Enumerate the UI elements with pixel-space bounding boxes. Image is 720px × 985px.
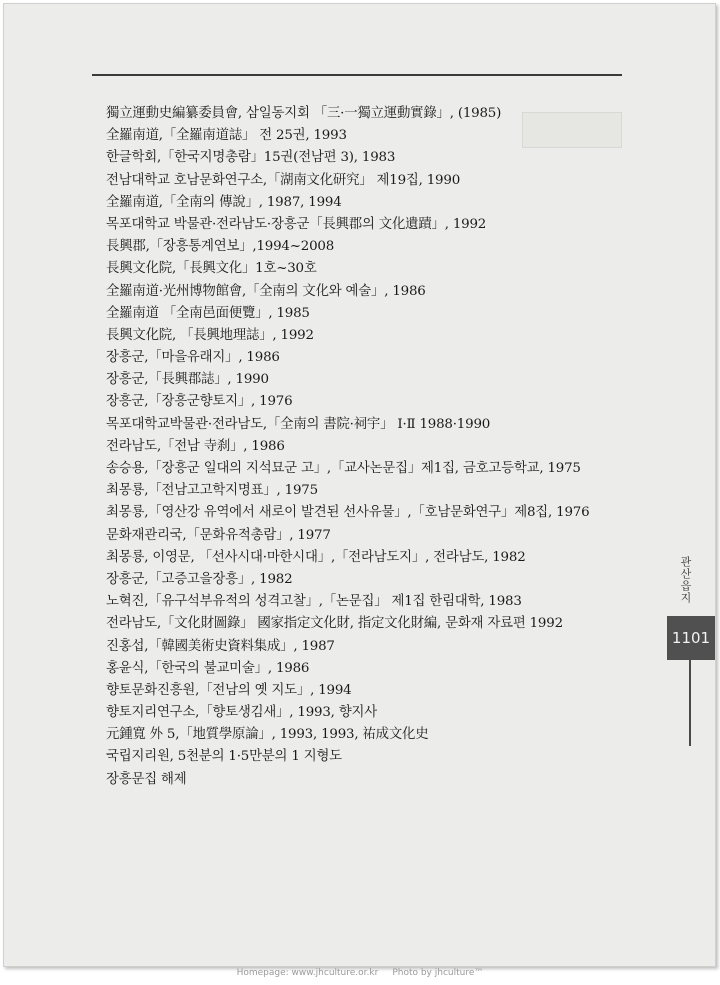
bibliography-entry: 진홍섭,「韓國美術史資料集成」, 1987 bbox=[106, 638, 335, 654]
bibliography-entry: 목포대학교 박물관·전라남도·장흥군「長興郡의 文化遺蹟」, 1992 bbox=[106, 216, 487, 232]
bibliography-entry: 최몽룡, 이영문, 「선사시대·마한시대」,「전라남도지」, 전라남도, 1982 bbox=[106, 549, 526, 565]
bibliography-entry: 장흥문집 해제 bbox=[106, 771, 187, 787]
bibliography-entry: 최몽룡,「전남고고학지명표」, 1975 bbox=[106, 483, 318, 499]
bibliography-entry: 목포대학교박물관·전라남도,「全南의 書院·祠宇」 Ⅰ·Ⅱ 1988·1990 bbox=[106, 416, 491, 432]
bibliography-entry: 全羅南道·光州博物館會,「全南의 文化와 예술」, 1986 bbox=[106, 283, 426, 299]
bibliography-entry: 장흥군,「장흥군향토지」, 1976 bbox=[106, 394, 293, 410]
bibliography-entry: 최몽룡,「영산강 유역에서 새로이 발견된 선사유물」,「호남문화연구」제8집, 1976 bbox=[106, 505, 590, 521]
bibliography-entry: 전라남도,「文化財圖錄」 國家指定文化財, 指定文化財編, 문화재 자료편 1992 bbox=[106, 616, 563, 632]
book-page bbox=[3, 3, 716, 967]
bibliography-entry: 전라남도,「전남 寺刹」, 1986 bbox=[106, 438, 285, 454]
bibliography-entry: 홍윤식,「한국의 불교미술」, 1986 bbox=[106, 660, 310, 676]
section-title: 관산읍지 bbox=[679, 556, 692, 604]
bibliography-list bbox=[106, 103, 589, 791]
photo-credit: Photo by jhculture™ bbox=[392, 968, 484, 978]
side-rule bbox=[689, 660, 691, 746]
bibliography-entry: 全羅南道 「全南邑面便覽」, 1985 bbox=[106, 305, 310, 321]
homepage-credit: Homepage: www.jhculture.or.kr bbox=[236, 968, 379, 978]
section-side-label bbox=[667, 546, 703, 614]
bibliography-entry: 향토문화진흥원,「전남의 옛 지도」, 1994 bbox=[106, 682, 352, 698]
bibliography-entry: 장흥군,「長興郡誌」, 1990 bbox=[106, 372, 269, 388]
bibliography-entry: 송승용,「장흥군 일대의 지석묘군 고」,「교사논문집」제1집, 금호고등학교, 1975 bbox=[106, 461, 581, 476]
bibliography-entry: 장흥군,「마을유래지」, 1986 bbox=[106, 350, 280, 366]
bibliography-entry: 향토지리연구소,「향토생김새」, 1993, 향지사 bbox=[106, 705, 377, 721]
bibliography-entry: 元鍾寬 外 5,「地質學原論」, 1993, 1993, 祐成文化史 bbox=[106, 727, 429, 743]
bibliography-entry: 노혁진,「유구석부유적의 성격고찰」,「논문집」 제1집 한림대학, 1983 bbox=[106, 594, 522, 610]
bibliography-entry: 長興文化院,「長興文化」1호~30호 bbox=[106, 261, 317, 277]
bibliography-entry: 문화재관리국,「문화유적총람」, 1977 bbox=[106, 527, 331, 543]
bibliography-entry: 한글학회,「한국지명총람」15권(전남편 3), 1983 bbox=[106, 150, 396, 166]
bibliography-entry: 장흥군,「고증고을장흥」, 1982 bbox=[106, 571, 293, 587]
bibliography-entry: 전남대학교 호남문화연구소,「湖南文化研究」 제19집, 1990 bbox=[106, 172, 461, 188]
bibliography-entry: 全羅南道,「全羅南道誌」 전 25권, 1993 bbox=[106, 128, 347, 144]
bibliography-entry: 長興文化院, 「長興地理誌」, 1992 bbox=[106, 327, 314, 343]
bibliography-entry: 獨立運動史編纂委員會, 삼일동지회 「三·一獨立運動實錄」, (1985) bbox=[106, 106, 502, 121]
top-rule bbox=[92, 74, 622, 76]
bibliography-entry: 長興郡,「장흥통계연보」,1994~2008 bbox=[106, 239, 335, 255]
page-number-tab bbox=[667, 616, 715, 660]
bibliography-entry: 국립지리원, 5천분의 1·5만분의 1 지형도 bbox=[106, 749, 342, 765]
bibliography-entry: 全羅南道,「全南의 傳說」, 1987, 1994 bbox=[106, 194, 342, 210]
page-number: 1101 bbox=[671, 629, 711, 647]
photo-footer bbox=[0, 968, 720, 978]
